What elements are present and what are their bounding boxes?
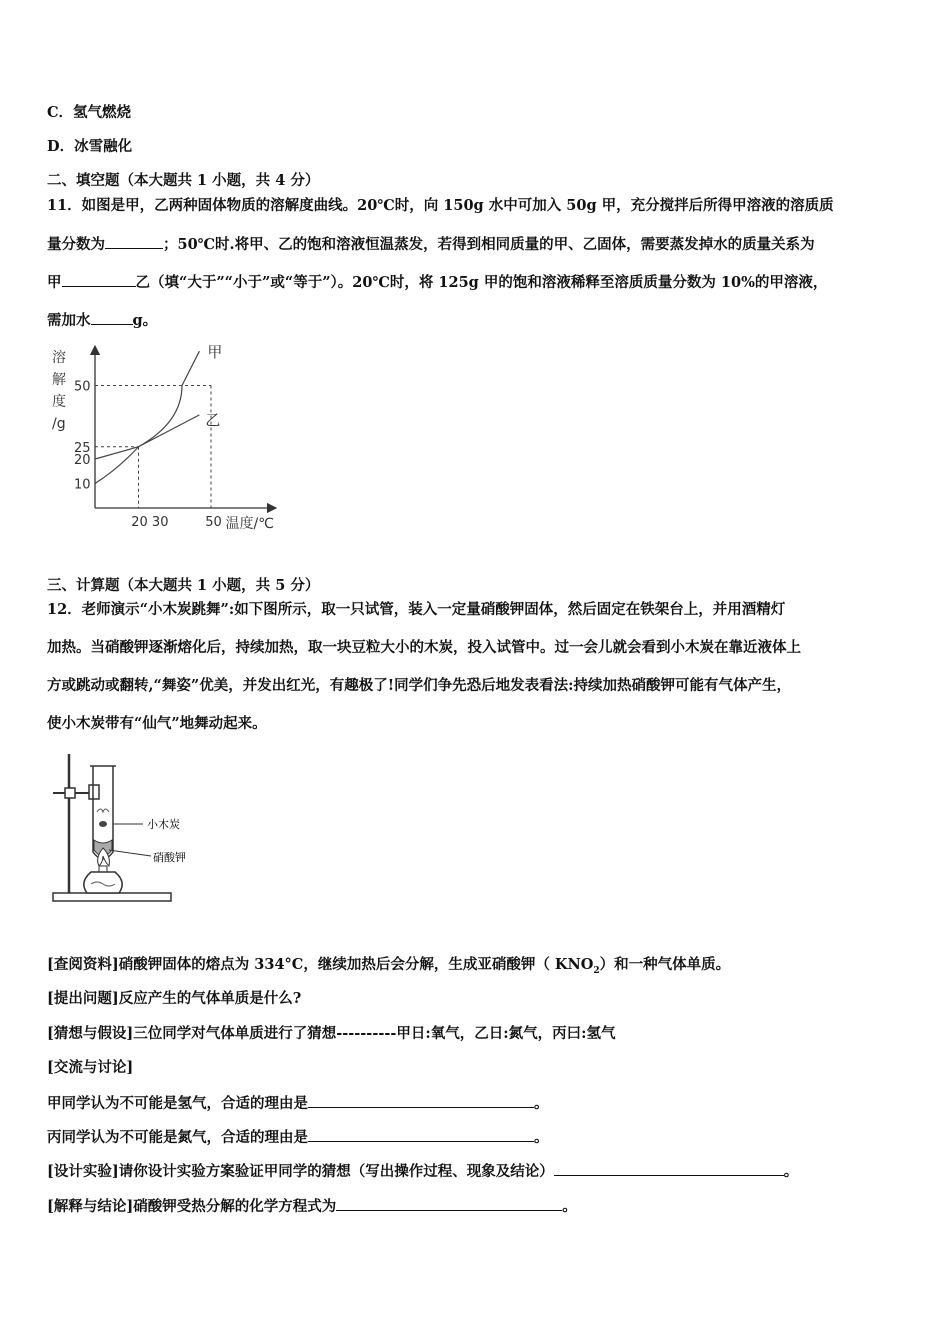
option-c: C．氢气燃烧	[47, 104, 132, 121]
hypothesis-line: [猜想与假设]三位同学对气体单质进行了猜想----------甲日:氧气，乙日:氮气，丙曰:氢气	[47, 1025, 616, 1042]
stand-base	[53, 893, 171, 901]
q11-line3	[47, 272, 827, 293]
series-label-jia: 甲	[207, 343, 223, 362]
clamp-jaw	[89, 785, 99, 799]
charcoal-piece	[99, 821, 107, 827]
leader-line-kno3	[109, 850, 151, 856]
discussion-heading: [交流与讨论]	[47, 1059, 134, 1076]
period: 。	[562, 1198, 577, 1215]
q11-line3-a: 甲	[47, 274, 62, 291]
period: 。	[534, 1095, 549, 1112]
lookup-subscript: 2	[593, 965, 600, 976]
q12-line1: 12．老师演示“小木炭跳舞”:如下图所示，取一只试管，装入一定量硝酸钾固体，然后固定在铁架台上，并用酒精灯	[47, 601, 786, 618]
q11-line4-a: 需加水	[47, 312, 91, 329]
jia-reason-line	[47, 1093, 549, 1114]
q12-line3: 方或跳动或翻转,“舞姿”优美，并发出红光，有趣极了!同学们争先恐后地发表看法:持续加热硝酸钾可能有气体产生，	[47, 677, 791, 694]
question-line: [提出问题]反应产生的气体单质是什么?	[47, 990, 302, 1007]
y-axis-label-char: 度	[52, 394, 66, 410]
section3-heading: 三、计算题（本大题共 1 小题，共 5 分）	[47, 577, 320, 594]
conclusion-text: [解释与结论]硝酸钾受热分解的化学方程式为	[47, 1198, 337, 1215]
curve-jia	[95, 351, 199, 483]
curve-yi	[95, 415, 199, 459]
q11-line1: 11．如图是甲，乙两种固体物质的溶解度曲线。20℃时，向 150g 水中可加入 50g 甲，充分搅拌后所得甲溶液的溶质质	[47, 197, 834, 214]
answer-blank[interactable]	[62, 272, 136, 287]
y-axis-label-char: 溶	[52, 350, 66, 366]
answer-blank[interactable]	[308, 1093, 534, 1108]
q12-line4: 使小木炭带有“仙气”地舞动起来。	[47, 715, 267, 732]
y-tick-label: 25	[74, 440, 91, 456]
q11-line4-b: g。	[132, 312, 158, 329]
x-tick-label: 50	[205, 515, 222, 530]
chart-axes	[95, 350, 272, 508]
y-axis-label-char: /g	[52, 416, 66, 432]
period: 。	[534, 1129, 549, 1146]
q11-line4	[47, 310, 157, 331]
answer-blank[interactable]	[554, 1161, 784, 1176]
chart-text	[52, 343, 274, 532]
label-charcoal: 小木炭	[147, 818, 180, 831]
answer-blank[interactable]	[336, 1196, 562, 1211]
q11-line2-a: 量分数为	[47, 236, 105, 253]
bing-reason-line	[47, 1127, 549, 1148]
chart-series	[95, 351, 199, 483]
series-label-yi: 乙	[205, 410, 221, 429]
answer-blank[interactable]	[105, 234, 163, 249]
alcohol-lamp	[84, 872, 122, 893]
bing-reason-text: 丙同学认为不可能是氮气，合适的理由是	[47, 1129, 308, 1146]
q11-line3-b: 乙（填“大于”“小于”或“等于”）。20℃时，将 125g 甲的饱和溶液稀释至溶质质量分数为 10%的甲溶液，	[135, 274, 828, 291]
q11-line2	[47, 234, 815, 255]
y-tick-label: 10	[74, 477, 91, 493]
lookup-text-b: ）和一种气体单质。	[599, 956, 731, 973]
period: 。	[783, 1163, 799, 1180]
jia-reason-text: 甲同学认为不可能是氢气，合适的理由是	[47, 1095, 308, 1112]
label-kno3: 硝酸钾	[153, 851, 186, 864]
design-line	[47, 1161, 798, 1182]
lookup-line	[47, 955, 730, 981]
option-d: D．冰雪融化	[47, 138, 133, 155]
answer-blank[interactable]	[91, 310, 133, 325]
section2-heading: 二、填空题（本大题共 1 小题，共 4 分）	[47, 172, 320, 189]
glow-marks	[97, 809, 109, 812]
apparatus-diagram	[45, 750, 220, 910]
y-tick-label: 20	[74, 453, 91, 468]
x-axis-label: 温度/℃	[225, 516, 274, 532]
y-axis-label-char: 解	[52, 372, 66, 388]
chart-guides	[95, 386, 211, 509]
q11-line2-b: ；50℃时.将甲、乙的饱和溶液恒温蒸发，若得到相同质量的甲、乙固体，需要蒸发掉水的质量关系为	[163, 236, 815, 253]
q12-line2: 加热。当硝酸钾逐渐熔化后，持续加热，取一块豆粒大小的木炭，投入试管中。过一会儿就会看到小木炭在靠近液体上	[47, 639, 801, 656]
solubility-chart	[40, 340, 300, 540]
lookup-text-a: [查阅资料]硝酸钾固体的熔点为 334°C，继续加热后会分解，生成亚硝酸钾（ KNO	[47, 956, 594, 973]
answer-blank[interactable]	[308, 1127, 534, 1142]
design-text: [设计实验]请你设计实验方案验证甲同学的猜想（写出操作过程、现象及结论）	[47, 1163, 554, 1180]
clamp-boss	[65, 788, 75, 798]
lamp-wick	[99, 866, 107, 872]
x-tick-label: 20 30	[131, 515, 169, 530]
y-tick-label: 50	[74, 379, 91, 395]
conclusion-line	[47, 1196, 577, 1217]
